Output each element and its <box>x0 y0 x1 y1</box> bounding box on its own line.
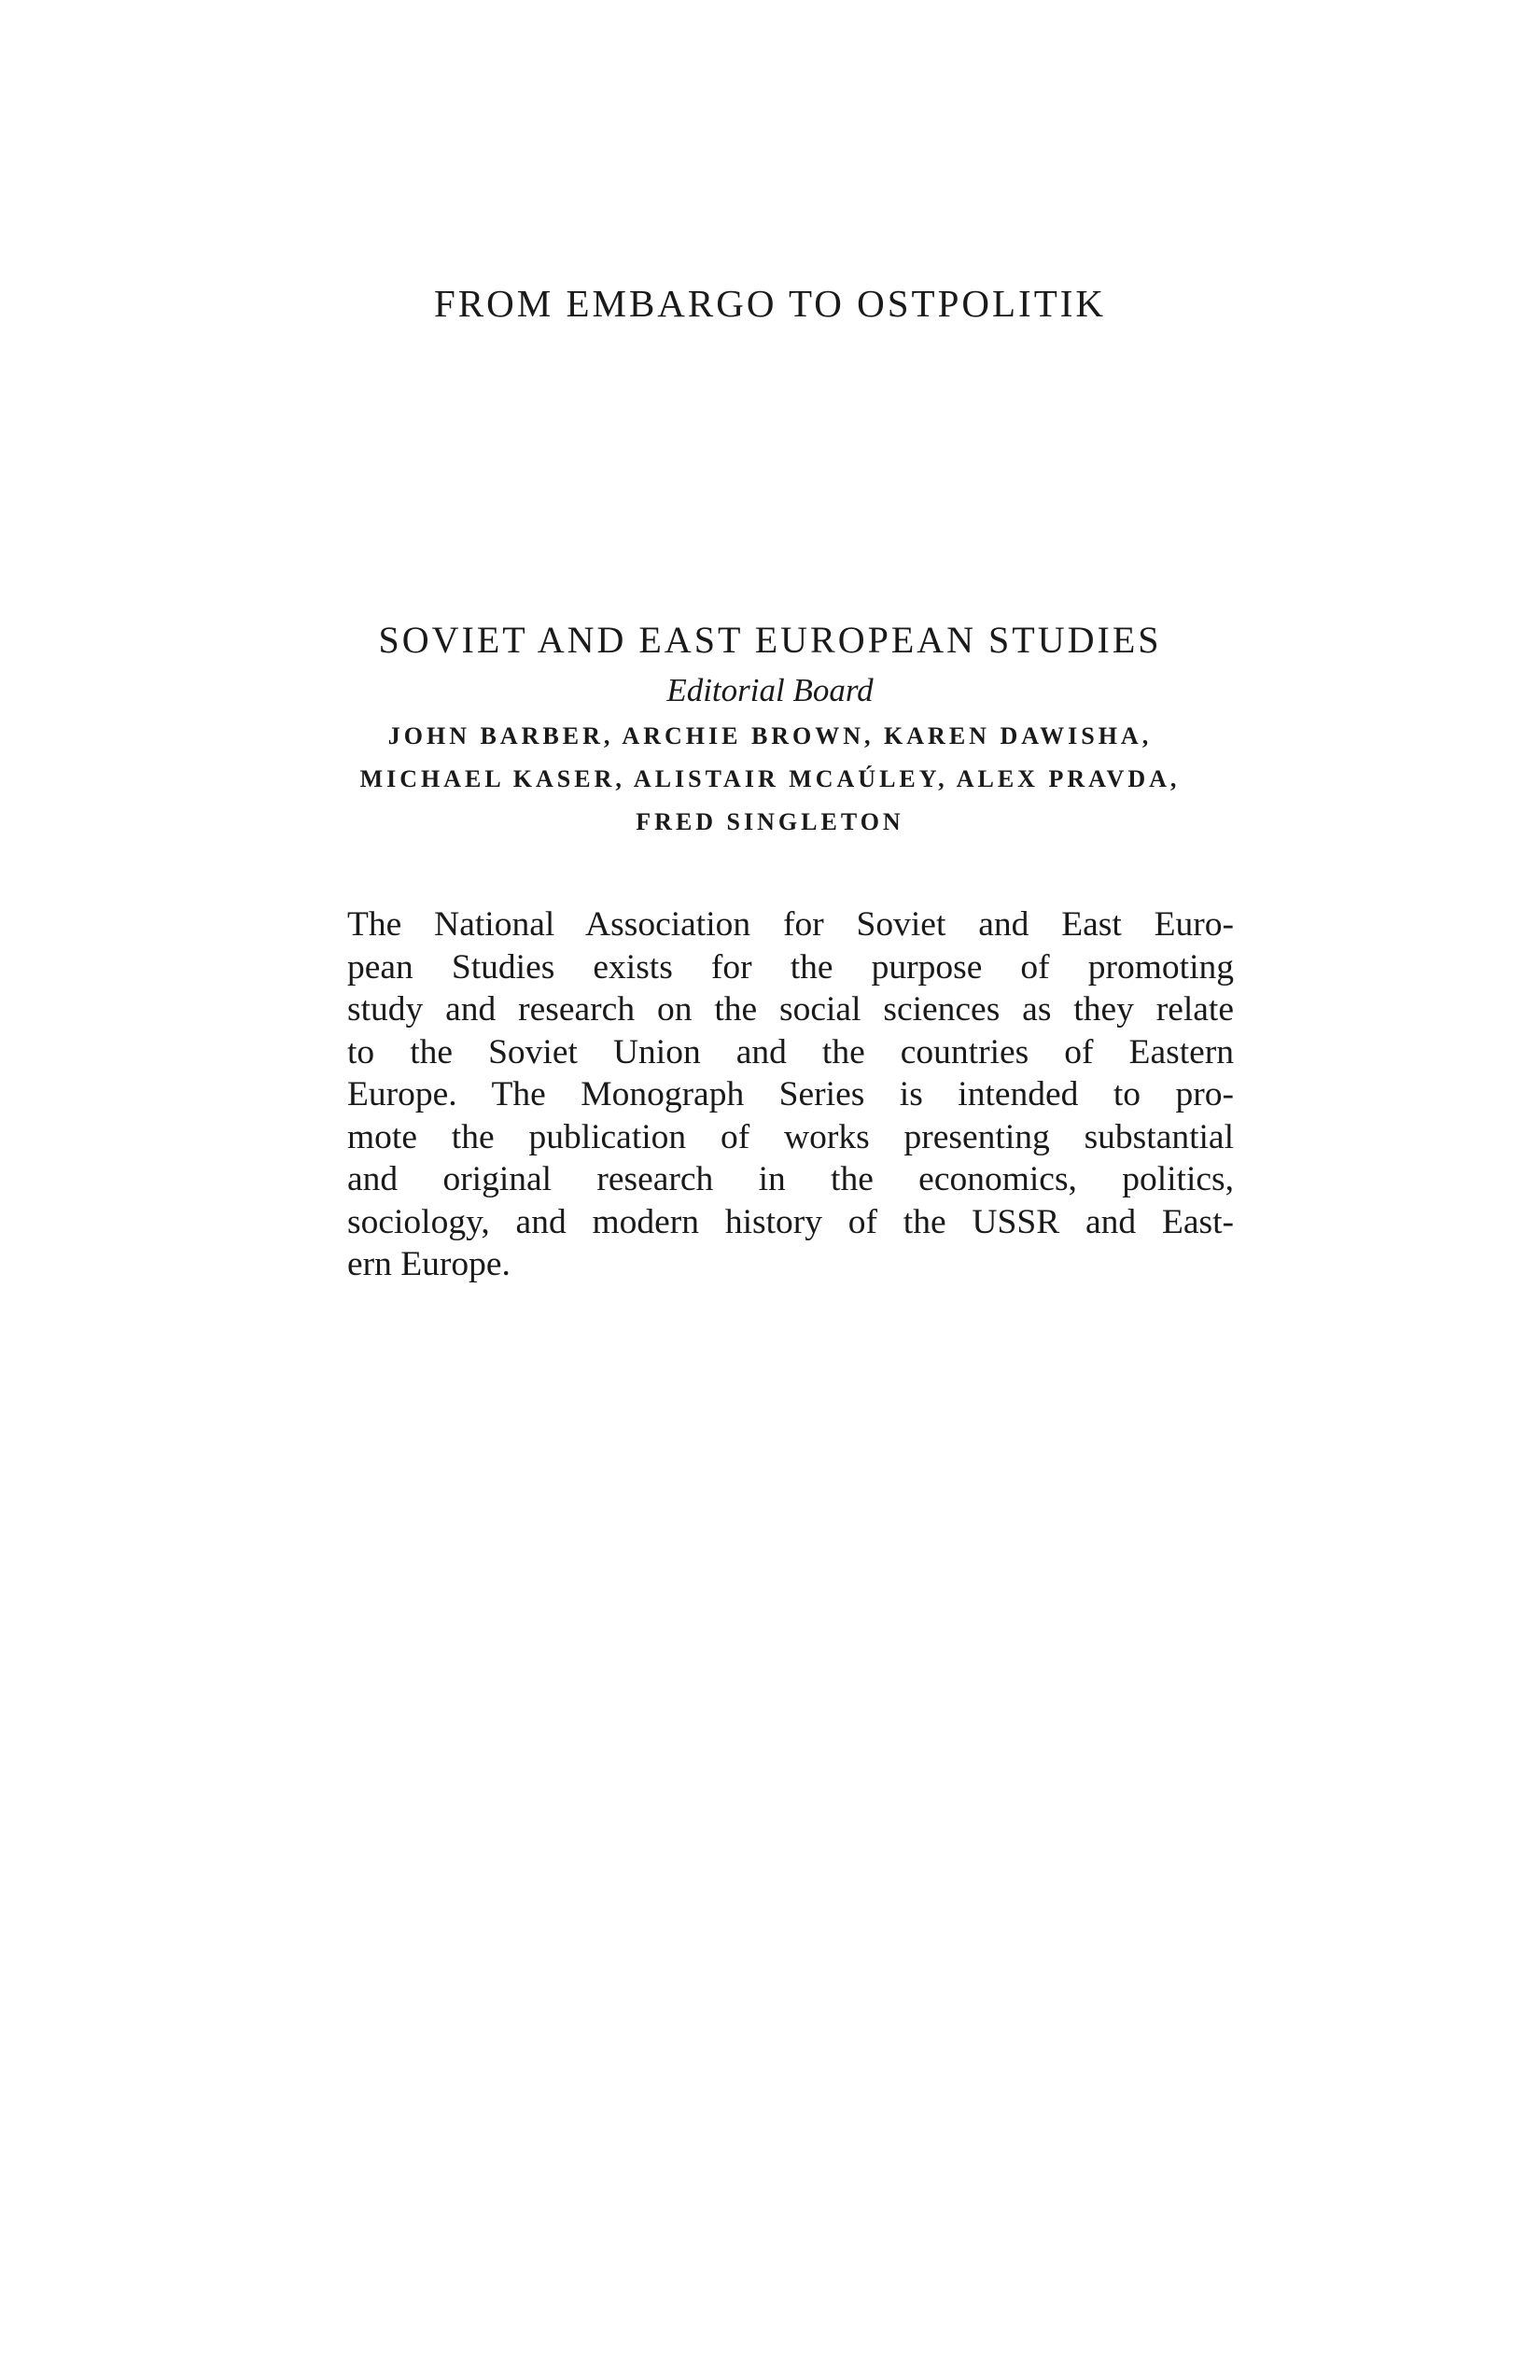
editorial-board-members <box>0 715 1540 844</box>
description-line: pean Studies exists for the purpose of promoting <box>347 947 1234 987</box>
description-line: Europe. The Monograph Series is intended to pro- <box>347 1075 1234 1113</box>
editorial-board-heading: Editorial Board <box>666 672 874 708</box>
board-members-line: FRED SINGLETON <box>636 808 904 835</box>
board-members-line: JOHN BARBER, ARCHIE BROWN, KAREN DAWISHA, <box>387 722 1153 749</box>
description-line: ern Europe. <box>347 1245 511 1283</box>
description-line: The National Association for Soviet and East Euro- <box>347 905 1234 944</box>
description-line: sociology, and modern history of the USSR and East- <box>347 1202 1234 1241</box>
book-title: FROM EMBARGO TO OSTPOLITIK <box>433 282 1107 325</box>
board-members-line: MICHAEL KASER, ALISTAIR MCAÚLEY, ALEX PRAVDA, <box>359 765 1181 792</box>
description-line: mote the publication of works presenting substantial <box>347 1117 1234 1156</box>
description-line: to the Soviet Union and the countries of Eastern <box>347 1032 1234 1071</box>
description-line: study and research on the social sciences as they relate <box>347 990 1234 1029</box>
series-title: SOVIET AND EAST EUROPEAN STUDIES <box>378 619 1162 661</box>
series-block <box>0 616 1540 844</box>
association-description <box>347 903 1234 1286</box>
description-line: and original research in the economics, politics, <box>347 1160 1234 1198</box>
